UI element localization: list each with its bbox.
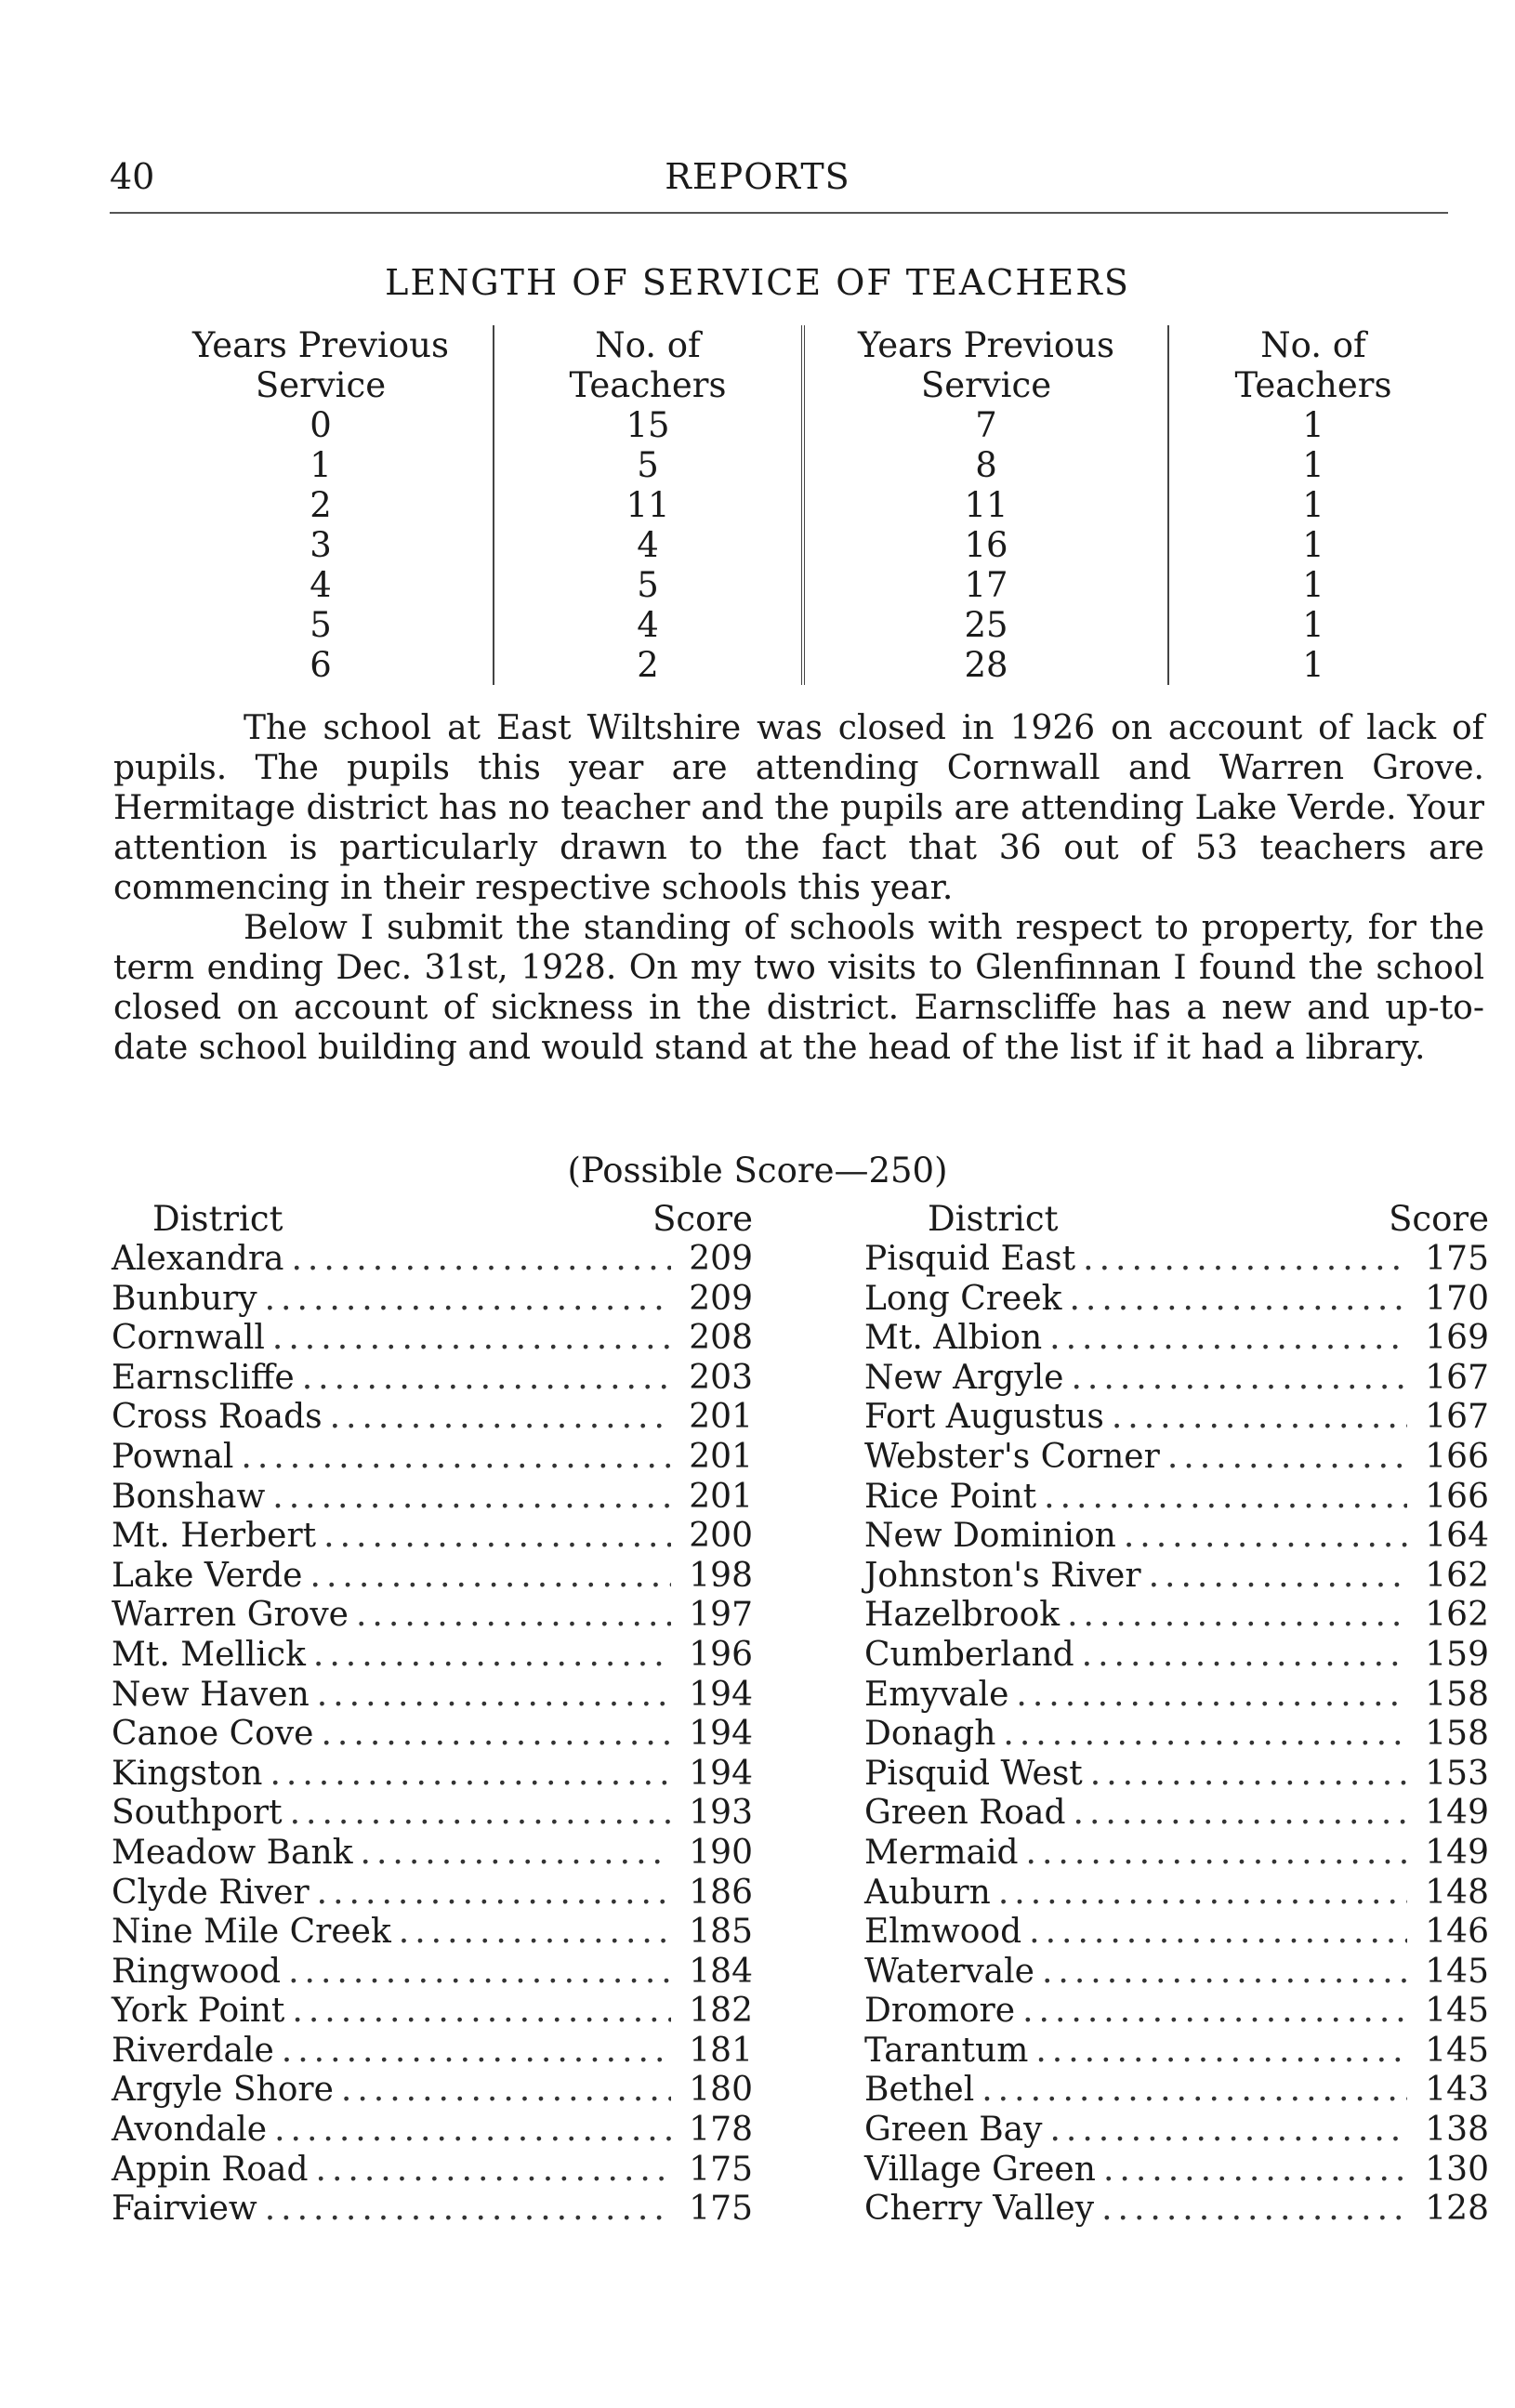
score-column-header: Score bbox=[1389, 1199, 1489, 1239]
score-row bbox=[112, 1240, 753, 1280]
score-row bbox=[864, 2151, 1489, 2191]
dot-leader bbox=[316, 2151, 671, 2191]
score-row bbox=[864, 1913, 1489, 1953]
score-row bbox=[112, 1834, 753, 1874]
dot-leader bbox=[1016, 1676, 1407, 1716]
district-name: Riverdale bbox=[112, 2031, 274, 2070]
dot-leader bbox=[1026, 1834, 1407, 1874]
dot-leader bbox=[1067, 1596, 1407, 1636]
district-name: Pisquid West bbox=[864, 1754, 1083, 1793]
score-row bbox=[864, 1557, 1489, 1597]
district-name: Appin Road bbox=[112, 2150, 309, 2189]
years-cell: 0 bbox=[310, 405, 332, 445]
years-cell: 11 bbox=[803, 485, 1168, 525]
score-value: 167 bbox=[1425, 1398, 1489, 1437]
teachers-cell: 1 bbox=[1168, 445, 1457, 485]
years-cell: 25 bbox=[803, 605, 1168, 645]
score-value: 186 bbox=[689, 1873, 753, 1912]
district-name: Mt. Herbert bbox=[112, 1517, 317, 1556]
score-row bbox=[112, 2071, 753, 2111]
score-row bbox=[864, 1596, 1489, 1636]
dot-leader bbox=[1082, 1636, 1407, 1676]
score-value: 158 bbox=[1425, 1675, 1489, 1714]
score-value: 149 bbox=[1425, 1833, 1489, 1872]
district-name: Pownal bbox=[112, 1437, 234, 1476]
score-value: 180 bbox=[689, 2071, 753, 2110]
district-name: Bethel bbox=[864, 2071, 975, 2110]
score-value: 184 bbox=[689, 1952, 753, 1991]
district-name: Southport bbox=[112, 1794, 283, 1833]
score-row bbox=[112, 2032, 753, 2072]
score-table-header bbox=[864, 1199, 1489, 1240]
district-name: Canoe Cove bbox=[112, 1715, 314, 1754]
score-value: 201 bbox=[689, 1477, 753, 1516]
district-name: Mt. Mellick bbox=[112, 1635, 306, 1674]
service-row bbox=[149, 605, 1457, 645]
score-row bbox=[112, 1874, 753, 1914]
running-title: REPORTS bbox=[665, 156, 850, 197]
paragraph: The school at East Wiltshire was closed in 1926 on account of lack of pupils. The pupils this year are attending Cornwall and Warren Grove. Hermitage district has no teacher and the pupils are attending Lake Verde. Your attention is particularly drawn to the fact that 36 out of 53 teachers are commencing in their respective schools this year. bbox=[113, 709, 1484, 907]
score-value: 138 bbox=[1425, 2111, 1489, 2150]
district-name: Lake Verde bbox=[112, 1556, 303, 1595]
years-cell: 5 bbox=[310, 605, 332, 645]
teachers-cell: 4 bbox=[494, 525, 803, 565]
district-name: Mt. Albion bbox=[864, 1319, 1043, 1358]
score-row bbox=[864, 1992, 1489, 2032]
score-value: 153 bbox=[1425, 1754, 1489, 1793]
score-row bbox=[112, 1755, 753, 1795]
possible-score-note: (Possible Score—250) bbox=[567, 1151, 948, 1191]
district-name: Nine Mile Creek bbox=[112, 1913, 391, 1952]
dot-leader bbox=[399, 1913, 671, 1953]
header-years-previous-service: Years Previous Service bbox=[192, 325, 449, 405]
teachers-cell: 1 bbox=[1168, 565, 1457, 605]
teachers-cell: 1 bbox=[1168, 525, 1457, 565]
score-table-right bbox=[864, 1199, 1489, 2230]
teachers-cell: 4 bbox=[494, 605, 803, 645]
district-name: Cumberland bbox=[864, 1635, 1074, 1674]
score-value: 182 bbox=[689, 1992, 753, 2031]
score-row bbox=[864, 2071, 1489, 2111]
service-table-body bbox=[149, 405, 1457, 685]
service-row bbox=[149, 565, 1457, 605]
score-row bbox=[112, 2151, 753, 2191]
score-row bbox=[864, 1280, 1489, 1320]
score-value: 201 bbox=[689, 1398, 753, 1437]
dot-leader bbox=[265, 1280, 671, 1320]
teachers-cell: 1 bbox=[1168, 605, 1457, 645]
score-row bbox=[112, 1596, 753, 1636]
score-value: 166 bbox=[1425, 1437, 1489, 1476]
score-value: 193 bbox=[689, 1794, 753, 1833]
teachers-cell: 1 bbox=[1168, 645, 1457, 685]
dot-leader bbox=[310, 1557, 672, 1597]
dot-leader bbox=[272, 1478, 671, 1518]
score-row bbox=[112, 1319, 753, 1359]
dot-leader bbox=[341, 2071, 671, 2111]
years-cell: 2 bbox=[310, 485, 332, 525]
service-row bbox=[149, 645, 1457, 685]
score-row bbox=[864, 2190, 1489, 2230]
score-value: 209 bbox=[689, 1240, 753, 1278]
dot-leader bbox=[1042, 1953, 1407, 1993]
teachers-cell: 5 bbox=[494, 565, 803, 605]
district-name: Bunbury bbox=[112, 1279, 257, 1318]
score-row bbox=[112, 1359, 753, 1399]
score-value: 128 bbox=[1425, 2190, 1489, 2229]
dot-leader bbox=[313, 1636, 671, 1676]
dot-leader bbox=[290, 1794, 671, 1834]
score-row bbox=[112, 1438, 753, 1478]
score-value: 162 bbox=[1425, 1556, 1489, 1595]
dot-leader bbox=[1035, 2032, 1407, 2072]
years-cell: 6 bbox=[310, 645, 332, 685]
score-value: 175 bbox=[1425, 1240, 1489, 1278]
district-name: Ringwood bbox=[112, 1952, 282, 1991]
score-row bbox=[864, 1517, 1489, 1557]
score-row bbox=[112, 2111, 753, 2151]
body-text bbox=[113, 708, 1484, 1068]
district-column-header: District bbox=[152, 1199, 283, 1239]
header-rule bbox=[110, 212, 1448, 214]
district-name: Warren Grove bbox=[112, 1596, 349, 1635]
dot-leader bbox=[361, 1834, 671, 1874]
years-cell: 8 bbox=[803, 445, 1168, 485]
years-cell: 28 bbox=[803, 645, 1168, 685]
dot-leader bbox=[1003, 1715, 1407, 1755]
dot-leader bbox=[317, 1676, 671, 1716]
service-row bbox=[149, 405, 1457, 445]
score-list-left bbox=[112, 1240, 753, 2230]
district-name: Watervale bbox=[864, 1952, 1034, 1991]
score-row bbox=[864, 2032, 1489, 2072]
district-name: Emyvale bbox=[864, 1675, 1009, 1714]
score-row bbox=[112, 1715, 753, 1755]
score-value: 209 bbox=[689, 1279, 753, 1318]
dot-leader bbox=[282, 2032, 671, 2072]
district-name: Johnston's River bbox=[864, 1556, 1141, 1595]
service-row bbox=[149, 445, 1457, 485]
page-number: 40 bbox=[110, 156, 155, 197]
score-value: 190 bbox=[689, 1833, 753, 1872]
district-name: Auburn bbox=[864, 1873, 991, 1912]
score-value: 169 bbox=[1425, 1319, 1489, 1358]
dot-leader bbox=[1090, 1755, 1407, 1795]
score-row bbox=[864, 1636, 1489, 1676]
dot-leader bbox=[265, 2190, 671, 2230]
years-cell: 3 bbox=[310, 525, 332, 565]
score-row bbox=[112, 2190, 753, 2230]
district-name: Bonshaw bbox=[112, 1477, 266, 1516]
district-name: Dromore bbox=[864, 1992, 1016, 2031]
score-row bbox=[864, 1953, 1489, 1993]
score-row bbox=[112, 1398, 753, 1438]
score-list-right bbox=[864, 1240, 1489, 2230]
score-value: 203 bbox=[689, 1358, 753, 1397]
score-row bbox=[864, 1834, 1489, 1874]
score-row bbox=[864, 1755, 1489, 1795]
district-name: Cornwall bbox=[112, 1319, 265, 1358]
paragraph: Below I submit the standing of schools with respect to property, for the term ending Dec. 31st, 1928. On my two visits to Glenfinnan I found the school closed on account of sickness in the district. Earnscliffe has a new and up-to-date school building and would stand at the head of the list if it had a library. bbox=[113, 909, 1484, 1067]
dot-leader bbox=[998, 1874, 1407, 1914]
dot-leader bbox=[1074, 1794, 1408, 1834]
score-value: 145 bbox=[1425, 1992, 1489, 2031]
years-cell: 4 bbox=[310, 565, 332, 605]
dot-leader bbox=[288, 1953, 671, 1993]
district-name: New Argyle bbox=[864, 1358, 1064, 1397]
score-value: 197 bbox=[689, 1596, 753, 1635]
score-row bbox=[864, 1874, 1489, 1914]
dot-leader bbox=[1029, 1913, 1407, 1953]
dot-leader bbox=[1069, 1280, 1407, 1320]
district-name: Green Bay bbox=[864, 2111, 1043, 2150]
district-name: New Haven bbox=[112, 1675, 310, 1714]
score-row bbox=[864, 1438, 1489, 1478]
score-column-header: Score bbox=[652, 1199, 753, 1239]
district-name: Earnscliffe bbox=[112, 1358, 295, 1397]
score-row bbox=[864, 1715, 1489, 1755]
score-value: 167 bbox=[1425, 1358, 1489, 1397]
score-row bbox=[864, 2111, 1489, 2151]
district-name: Donagh bbox=[864, 1715, 996, 1754]
district-name: Kingston bbox=[112, 1754, 263, 1793]
dot-leader bbox=[1044, 1478, 1407, 1518]
teachers-cell: 1 bbox=[1168, 405, 1457, 445]
years-cell: 7 bbox=[803, 405, 1168, 445]
district-name: Clyde River bbox=[112, 1873, 310, 1912]
district-name: Meadow Bank bbox=[112, 1833, 353, 1872]
score-value: 170 bbox=[1425, 1279, 1489, 1318]
score-value: 148 bbox=[1425, 1873, 1489, 1912]
district-name: Mermaid bbox=[864, 1833, 1019, 1872]
score-value: 194 bbox=[689, 1675, 753, 1714]
score-value: 158 bbox=[1425, 1715, 1489, 1754]
district-name: Hazelbrook bbox=[864, 1596, 1060, 1635]
dot-leader bbox=[1049, 2111, 1407, 2151]
dot-leader bbox=[291, 1240, 671, 1280]
district-name: Argyle Shore bbox=[112, 2071, 334, 2110]
score-value: 208 bbox=[689, 1319, 753, 1358]
score-row bbox=[864, 1319, 1489, 1359]
service-table-title: LENGTH OF SERVICE OF TEACHERS bbox=[385, 262, 1130, 303]
score-value: 159 bbox=[1425, 1635, 1489, 1674]
score-row bbox=[864, 1359, 1489, 1399]
teachers-cell: 15 bbox=[494, 405, 803, 445]
dot-leader bbox=[274, 2111, 671, 2151]
score-row bbox=[112, 1913, 753, 1953]
dot-leader bbox=[323, 1517, 671, 1557]
district-name: Pisquid East bbox=[864, 1240, 1076, 1278]
score-value: 175 bbox=[689, 2190, 753, 2229]
district-name: Avondale bbox=[112, 2111, 268, 2150]
district-name: Cross Roads bbox=[112, 1398, 323, 1437]
service-row bbox=[149, 485, 1457, 525]
header-no-of-teachers: No. of Teachers bbox=[494, 325, 803, 405]
district-name: Village Green bbox=[864, 2150, 1096, 2189]
score-row bbox=[112, 1280, 753, 1320]
district-name: Webster's Corner bbox=[864, 1437, 1160, 1476]
score-row bbox=[864, 1240, 1489, 1280]
score-value: 196 bbox=[689, 1635, 753, 1674]
district-name: York Point bbox=[112, 1992, 285, 2031]
score-row bbox=[864, 1478, 1489, 1518]
score-row bbox=[864, 1398, 1489, 1438]
years-cell: 1 bbox=[310, 445, 332, 485]
score-value: 181 bbox=[689, 2031, 753, 2070]
district-name: Rice Point bbox=[864, 1477, 1037, 1516]
score-value: 198 bbox=[689, 1556, 753, 1595]
dot-leader bbox=[1049, 1319, 1407, 1359]
teachers-cell: 2 bbox=[494, 645, 803, 685]
score-row bbox=[112, 1992, 753, 2032]
score-value: 178 bbox=[689, 2111, 753, 2150]
score-value: 146 bbox=[1425, 1913, 1489, 1952]
score-value: 166 bbox=[1425, 1477, 1489, 1516]
score-value: 145 bbox=[1425, 1952, 1489, 1991]
score-row bbox=[112, 1636, 753, 1676]
score-value: 130 bbox=[1425, 2150, 1489, 2189]
dot-leader bbox=[1167, 1438, 1407, 1478]
district-name: New Dominion bbox=[864, 1517, 1116, 1556]
score-row bbox=[864, 1794, 1489, 1834]
score-value: 201 bbox=[689, 1437, 753, 1476]
score-table-left bbox=[112, 1199, 753, 2230]
dot-leader bbox=[1103, 2151, 1407, 2191]
service-row bbox=[149, 525, 1457, 565]
score-row bbox=[112, 1517, 753, 1557]
dot-leader bbox=[317, 1874, 671, 1914]
dot-leader bbox=[321, 1715, 671, 1755]
district-name: Long Creek bbox=[864, 1279, 1062, 1318]
district-name: Fort Augustus bbox=[864, 1398, 1104, 1437]
district-name: Tarantum bbox=[864, 2031, 1029, 2070]
score-value: 175 bbox=[689, 2150, 753, 2189]
dot-leader bbox=[270, 1755, 671, 1795]
dot-leader bbox=[302, 1359, 671, 1399]
score-value: 164 bbox=[1425, 1517, 1489, 1556]
district-name: Elmwood bbox=[864, 1913, 1022, 1952]
dot-leader bbox=[1112, 1398, 1407, 1438]
score-value: 145 bbox=[1425, 2031, 1489, 2070]
score-row bbox=[112, 1953, 753, 1993]
score-row bbox=[112, 1557, 753, 1597]
dot-leader bbox=[1083, 1240, 1407, 1280]
dot-leader bbox=[981, 2071, 1407, 2111]
district-name: Alexandra bbox=[112, 1240, 284, 1278]
score-value: 194 bbox=[689, 1754, 753, 1793]
score-row bbox=[112, 1676, 753, 1716]
district-column-header: District bbox=[928, 1199, 1059, 1239]
teachers-cell: 11 bbox=[494, 485, 803, 525]
dot-leader bbox=[1022, 1992, 1407, 2032]
score-row bbox=[112, 1478, 753, 1518]
header-years-previous-service: Years Previous Service bbox=[803, 325, 1168, 405]
service-table bbox=[149, 325, 1450, 685]
teachers-cell: 1 bbox=[1168, 485, 1457, 525]
dot-leader bbox=[330, 1398, 671, 1438]
district-name: Cherry Valley bbox=[864, 2190, 1095, 2229]
dot-leader bbox=[1071, 1359, 1407, 1399]
score-value: 143 bbox=[1425, 2071, 1489, 2110]
years-cell: 16 bbox=[803, 525, 1168, 565]
dot-leader bbox=[241, 1438, 671, 1478]
score-value: 149 bbox=[1425, 1794, 1489, 1833]
score-value: 185 bbox=[689, 1913, 753, 1952]
district-name: Fairview bbox=[112, 2190, 257, 2229]
teachers-cell: 5 bbox=[494, 445, 803, 485]
years-cell: 17 bbox=[803, 565, 1168, 605]
dot-leader bbox=[1124, 1517, 1407, 1557]
header-no-of-teachers: No. of Teachers bbox=[1168, 325, 1457, 405]
dot-leader bbox=[292, 1992, 671, 2032]
dot-leader bbox=[1101, 2190, 1407, 2230]
score-row bbox=[864, 1676, 1489, 1716]
score-value: 200 bbox=[689, 1517, 753, 1556]
dot-leader bbox=[1149, 1557, 1407, 1597]
dot-leader bbox=[272, 1319, 671, 1359]
score-row bbox=[112, 1794, 753, 1834]
district-name: Green Road bbox=[864, 1794, 1066, 1833]
dot-leader bbox=[356, 1596, 671, 1636]
score-value: 194 bbox=[689, 1715, 753, 1754]
score-table-header bbox=[112, 1199, 753, 1240]
score-value: 162 bbox=[1425, 1596, 1489, 1635]
